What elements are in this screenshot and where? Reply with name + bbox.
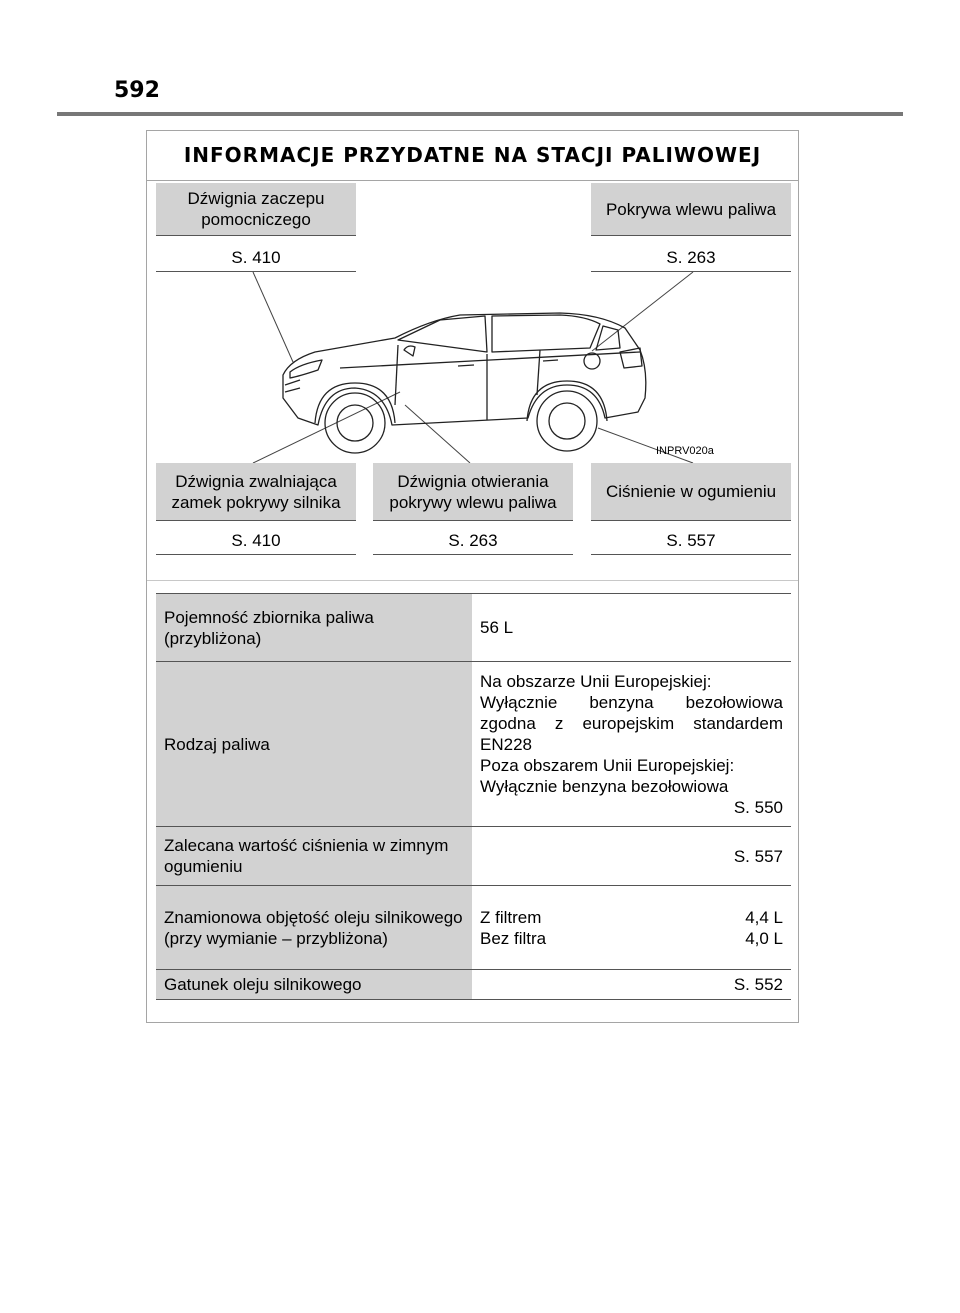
fuel-spec-table — [156, 593, 791, 1000]
callout-fuel-door-label: Pokrywa wlewu paliwa — [591, 183, 791, 236]
oil-grade-label: Gatunek oleju silnikowego — [156, 970, 472, 1000]
cold-pressure-label: Zalecana wartość ciśnienia w zimnym ogumieniu — [156, 827, 472, 886]
callout-hood-release-label: Dźwignia zwalniająca zamek pokrywy silnika — [156, 463, 356, 521]
callout-hook-label: Dźwignia zaczepu pomocniczego — [156, 183, 356, 236]
panel-title: INFORMACJE PRZYDATNE NA STACJI PALIWOWEJ — [183, 143, 762, 167]
oil-grade-ref[interactable]: S. 552 — [472, 970, 791, 1000]
oil-with-filter-value: 4,4 L — [745, 907, 783, 927]
oil-without-filter-value: 4,0 L — [745, 928, 783, 948]
oil-without-filter-row — [480, 928, 783, 949]
section-divider — [147, 580, 798, 581]
page-number: 592 — [114, 78, 160, 103]
callout-fuel-door-ref[interactable]: S. 263 — [591, 247, 791, 272]
title-rule — [147, 180, 798, 181]
fuel-type-label: Rodzaj paliwa — [156, 662, 472, 827]
callout-hood-release-ref[interactable]: S. 410 — [156, 530, 356, 555]
callout-fuel-opener-ref[interactable]: S. 263 — [373, 530, 573, 555]
callout-fuel-opener-label: Dźwignia otwierania pokrywy wlewu paliwa — [373, 463, 573, 521]
fuel-type-value — [472, 662, 791, 827]
callout-tire-pressure-label: Ciśnienie w ogumieniu — [591, 463, 791, 521]
fuel-ref[interactable]: S. 550 — [733, 797, 783, 817]
table-row — [156, 970, 791, 1000]
oil-with-filter-row — [480, 907, 783, 928]
fuel-eu-heading: Na obszarze Unii Europejskiej: — [480, 671, 712, 691]
callout-tire-pressure-ref[interactable]: S. 557 — [591, 530, 791, 555]
image-code: INPRV020a — [656, 445, 714, 457]
capacity-value: 56 L — [472, 594, 791, 662]
header-rule — [57, 112, 903, 116]
fuel-noneu-text: Wyłącznie benzyna bezołowiowa — [480, 776, 729, 796]
oil-with-filter-label: Z filtrem — [480, 907, 542, 927]
cold-pressure-ref[interactable]: S. 557 — [472, 827, 791, 886]
fuel-eu-text: Wyłącznie benzyna bezołowiowa zgodna z europejskim standardem EN228 — [480, 692, 783, 754]
fuel-noneu-heading: Poza obszarem Unii Europejskiej: — [480, 755, 735, 775]
oil-without-filter-label: Bez filtra — [480, 928, 547, 948]
table-row — [156, 827, 791, 886]
table-row — [156, 886, 791, 970]
callout-hook-ref[interactable]: S. 410 — [156, 247, 356, 272]
oil-capacity-label: Znamionowa objętość oleju silnikowego (przy wymianie – przybliżona) — [156, 886, 472, 970]
capacity-label: Pojemność zbiornika paliwa (przybliżona) — [156, 594, 472, 662]
table-row — [156, 662, 791, 827]
table-row — [156, 594, 791, 662]
oil-capacity-value — [472, 886, 791, 970]
